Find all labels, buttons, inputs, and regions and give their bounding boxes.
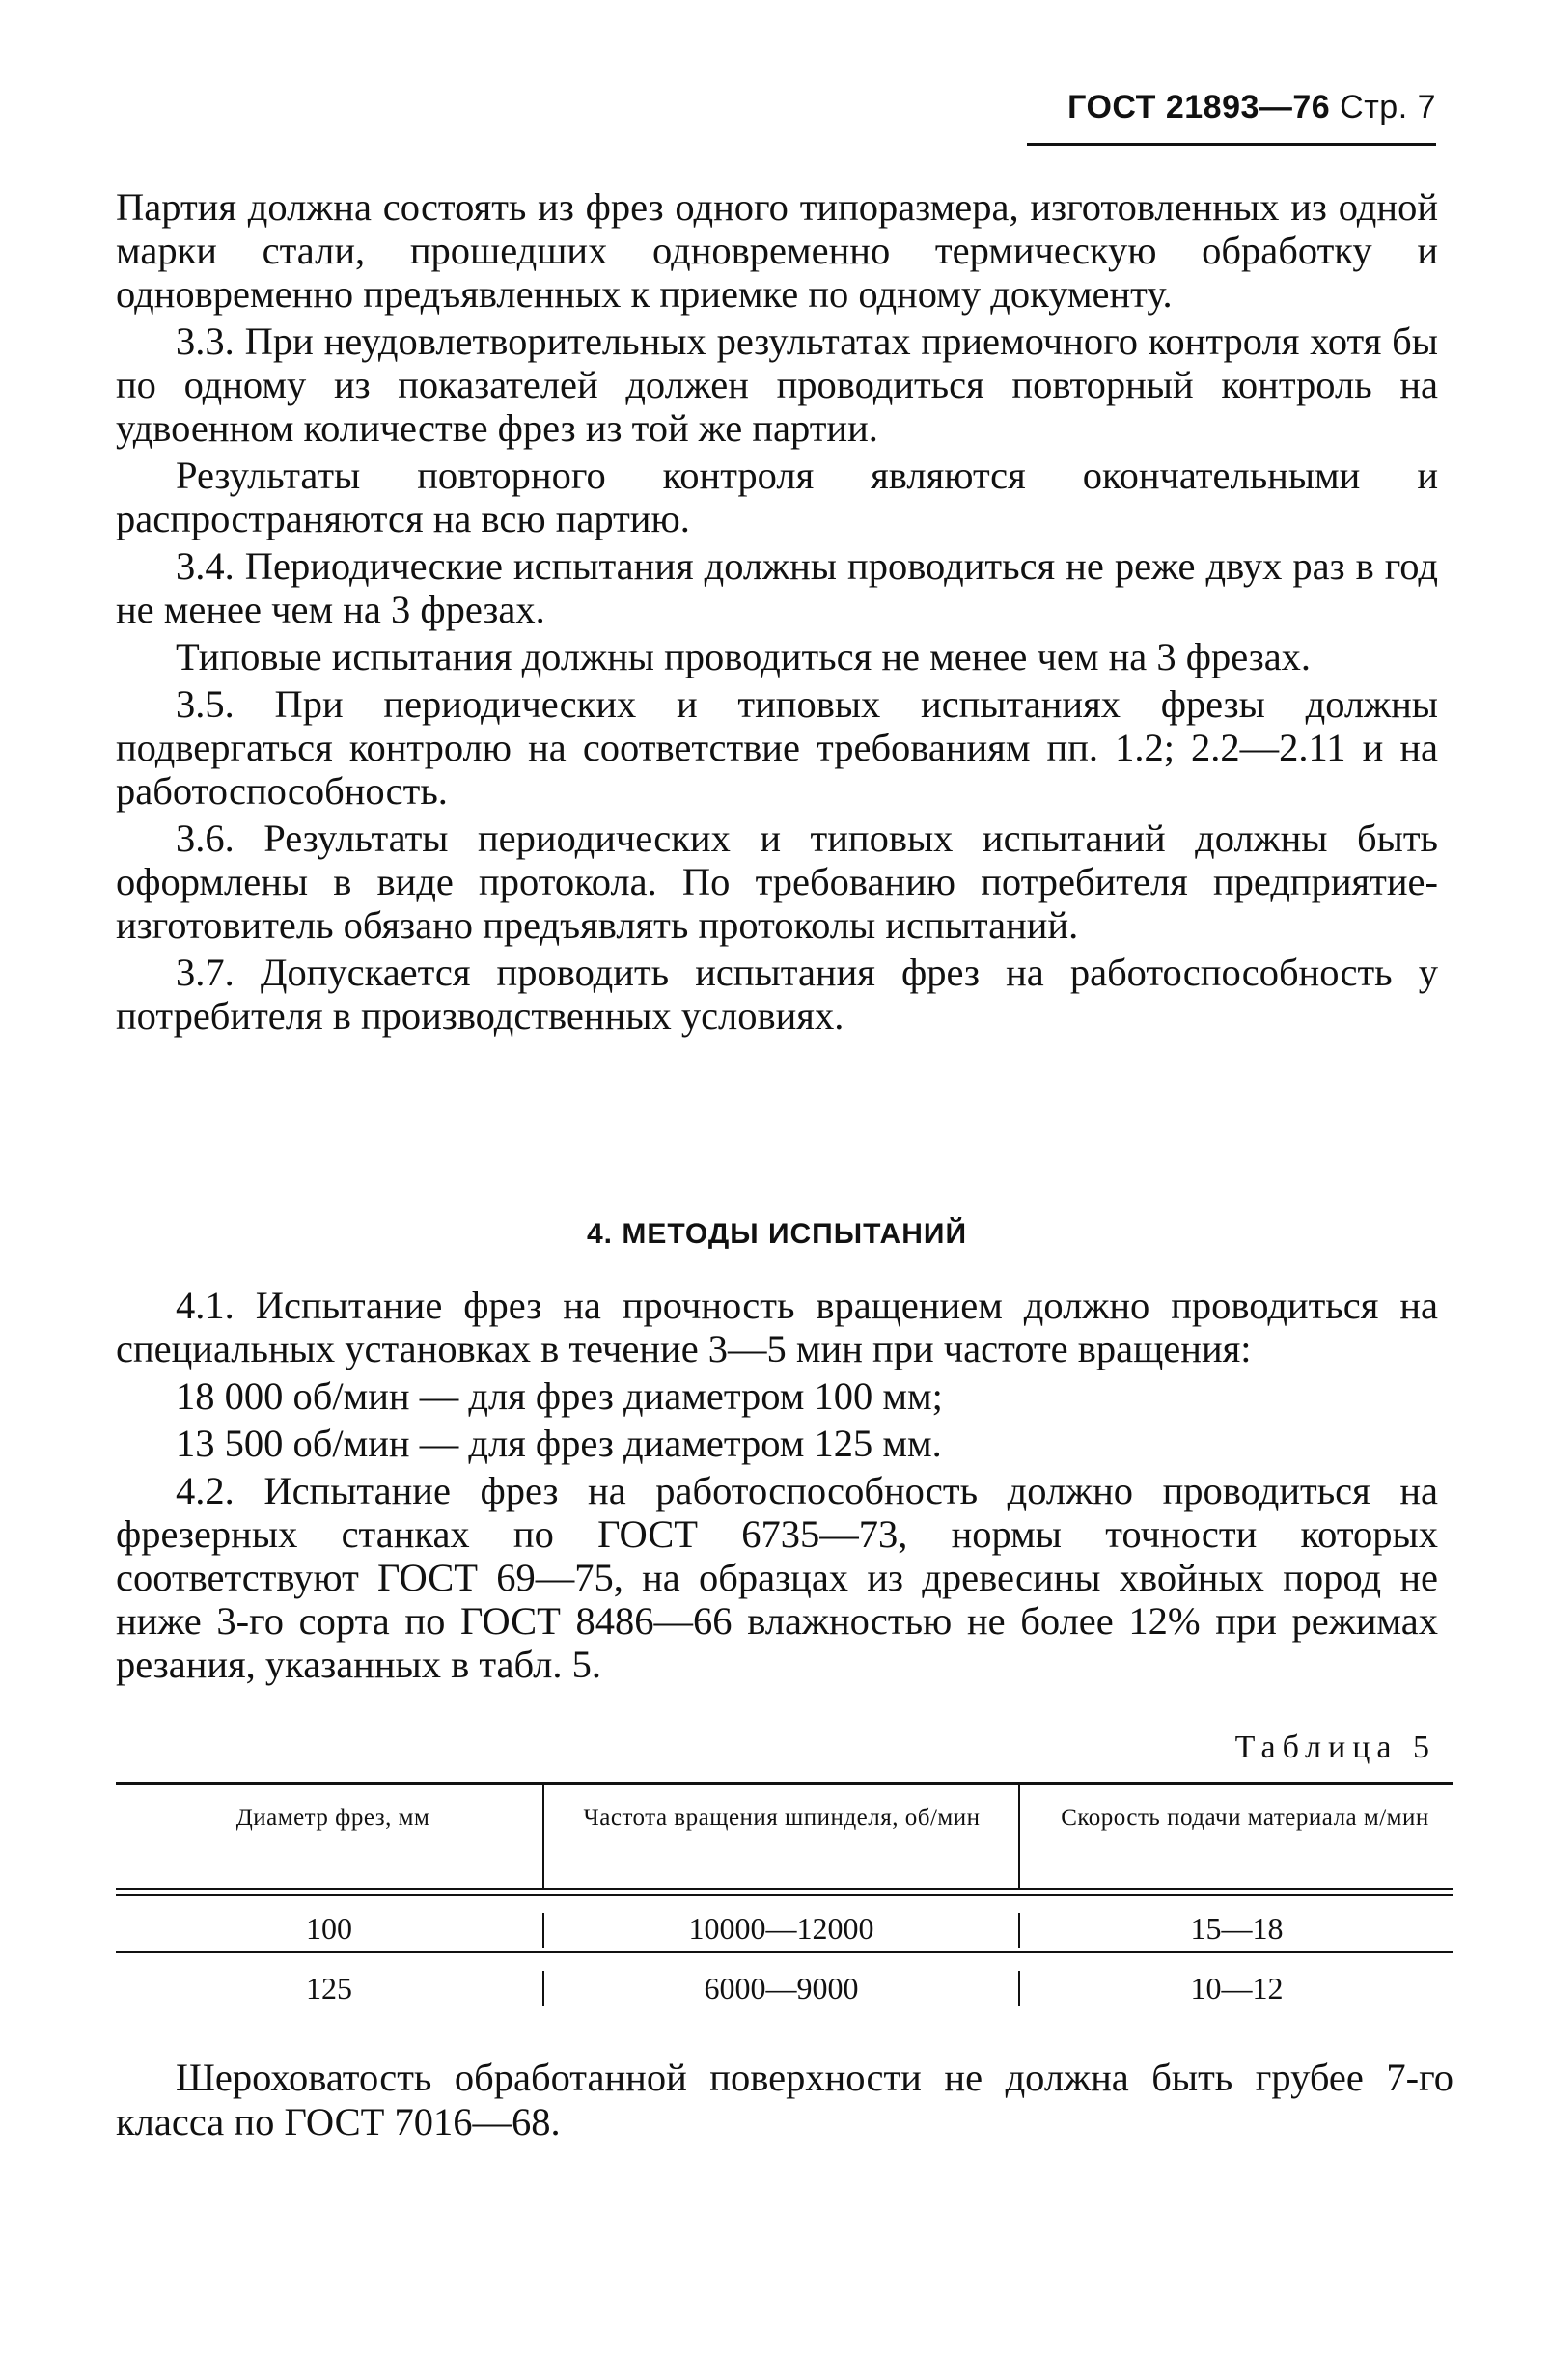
header-rule [1027,143,1436,146]
paragraph-roughness: Шероховатость обработанной поверхности не должна быть грубее 7-го класса по ГОСТ 7016—68. [116,2056,1453,2144]
table-row-rule [116,1951,1453,1953]
paragraph-3-4: 3.4. Периодические испытания должны проводиться не реже двух раз в год не менее чем на 3 фрезах. [116,544,1438,631]
table-cell-spindle-speed: 6000—9000 [704,1971,859,2006]
table-cell-spindle-speed: 10000—12000 [688,1911,874,1946]
paragraph-batch: Партия должна состоять из фрез одного типоразмера, изготовленных из одной марки стали, прошедших одновременно термическую обработку и одновременно предъявленных к приемке по одному документу. [116,185,1438,316]
table-caption: Таблица 5 [1234,1730,1436,1765]
paragraph-3-3: 3.3. При неудовлетворительных результатах приемочного контроля хотя бы по одному из показателей должен проводиться повторный контроль на удвоенном количестве фрез из той же партии. [116,319,1438,450]
table-header-rule-1 [116,1888,1453,1890]
standard-number: ГОСТ 21893—76 [1067,89,1331,125]
paragraph-4-1: 4.1. Испытание фрез на прочность вращением должно проводиться на специальных установках в течение 3—5 мин при частоте вращения: [116,1284,1438,1370]
paragraph-repeat-control: Результаты повторного контроля являются окончательными и распространяются на всю партию. [116,454,1438,540]
table-col-divider-1 [542,1782,544,1888]
paragraph-4-2: 4.2. Испытание фрез на работоспособность должно проводиться на фрезерных станках по ГОСТ 6735—73, нормы точности которых соответствуют ГОСТ 69—75, на образцах из древесины хвойных пород не ниже 3-го сорта по ГОСТ 8486—66 влажностью не более 12% при режимах резания, указанных в табл. 5. [116,1469,1438,1686]
table-cell-diameter: 125 [306,1971,352,2006]
paragraph-3-6: 3.6. Результаты периодических и типовых испытаний должны быть оформлены в виде протокола. По требованию потребителя предприятие-изготовитель обязано предъявлять протоколы испытаний. [116,816,1438,947]
table-header-feed-rate: Скорость подачи материала м/мин [1061,1805,1429,1831]
page-number: Стр. 7 [1340,89,1436,125]
section-4-text [116,1284,1438,1690]
section-3-text [116,185,1438,1041]
table-cell-diameter: 100 [306,1911,352,1946]
page-header [1023,89,1436,126]
table-cell-feed-rate: 15—18 [1190,1911,1284,1946]
table-header-diameter: Диаметр фрез, мм [235,1805,430,1831]
paragraph-type-tests: Типовые испытания должны проводиться не менее чем на 3 фрезах. [176,635,1312,678]
table-top-rule [116,1782,1453,1785]
table-cell-feed-rate: 10—12 [1190,1971,1284,2006]
speed-line-125: 13 500 об/мин — для фрез диаметром 125 мм. [176,1422,942,1465]
table-col-divider-2 [1018,1782,1020,1888]
section-4-heading: 4. МЕТОДЫ ИСПЫТАНИЙ [587,1218,967,1250]
table-header-rule-2 [116,1894,1453,1896]
table-header-spindle-speed: Частота вращения шпинделя, об/мин [583,1805,981,1831]
closing-text [116,2056,1453,2145]
paragraph-3-5: 3.5. При периодических и типовых испытаниях фрезы должны подвергаться контролю на соответствие требованиям пп. 1.2; 2.2—2.11 и на работоспособность. [116,682,1438,813]
paragraph-3-7: 3.7. Допускается проводить испытания фрез на работоспособность у потребителя в производственных условиях. [116,951,1438,1038]
speed-line-100: 18 000 об/мин — для фрез диаметром 100 мм; [176,1374,943,1418]
